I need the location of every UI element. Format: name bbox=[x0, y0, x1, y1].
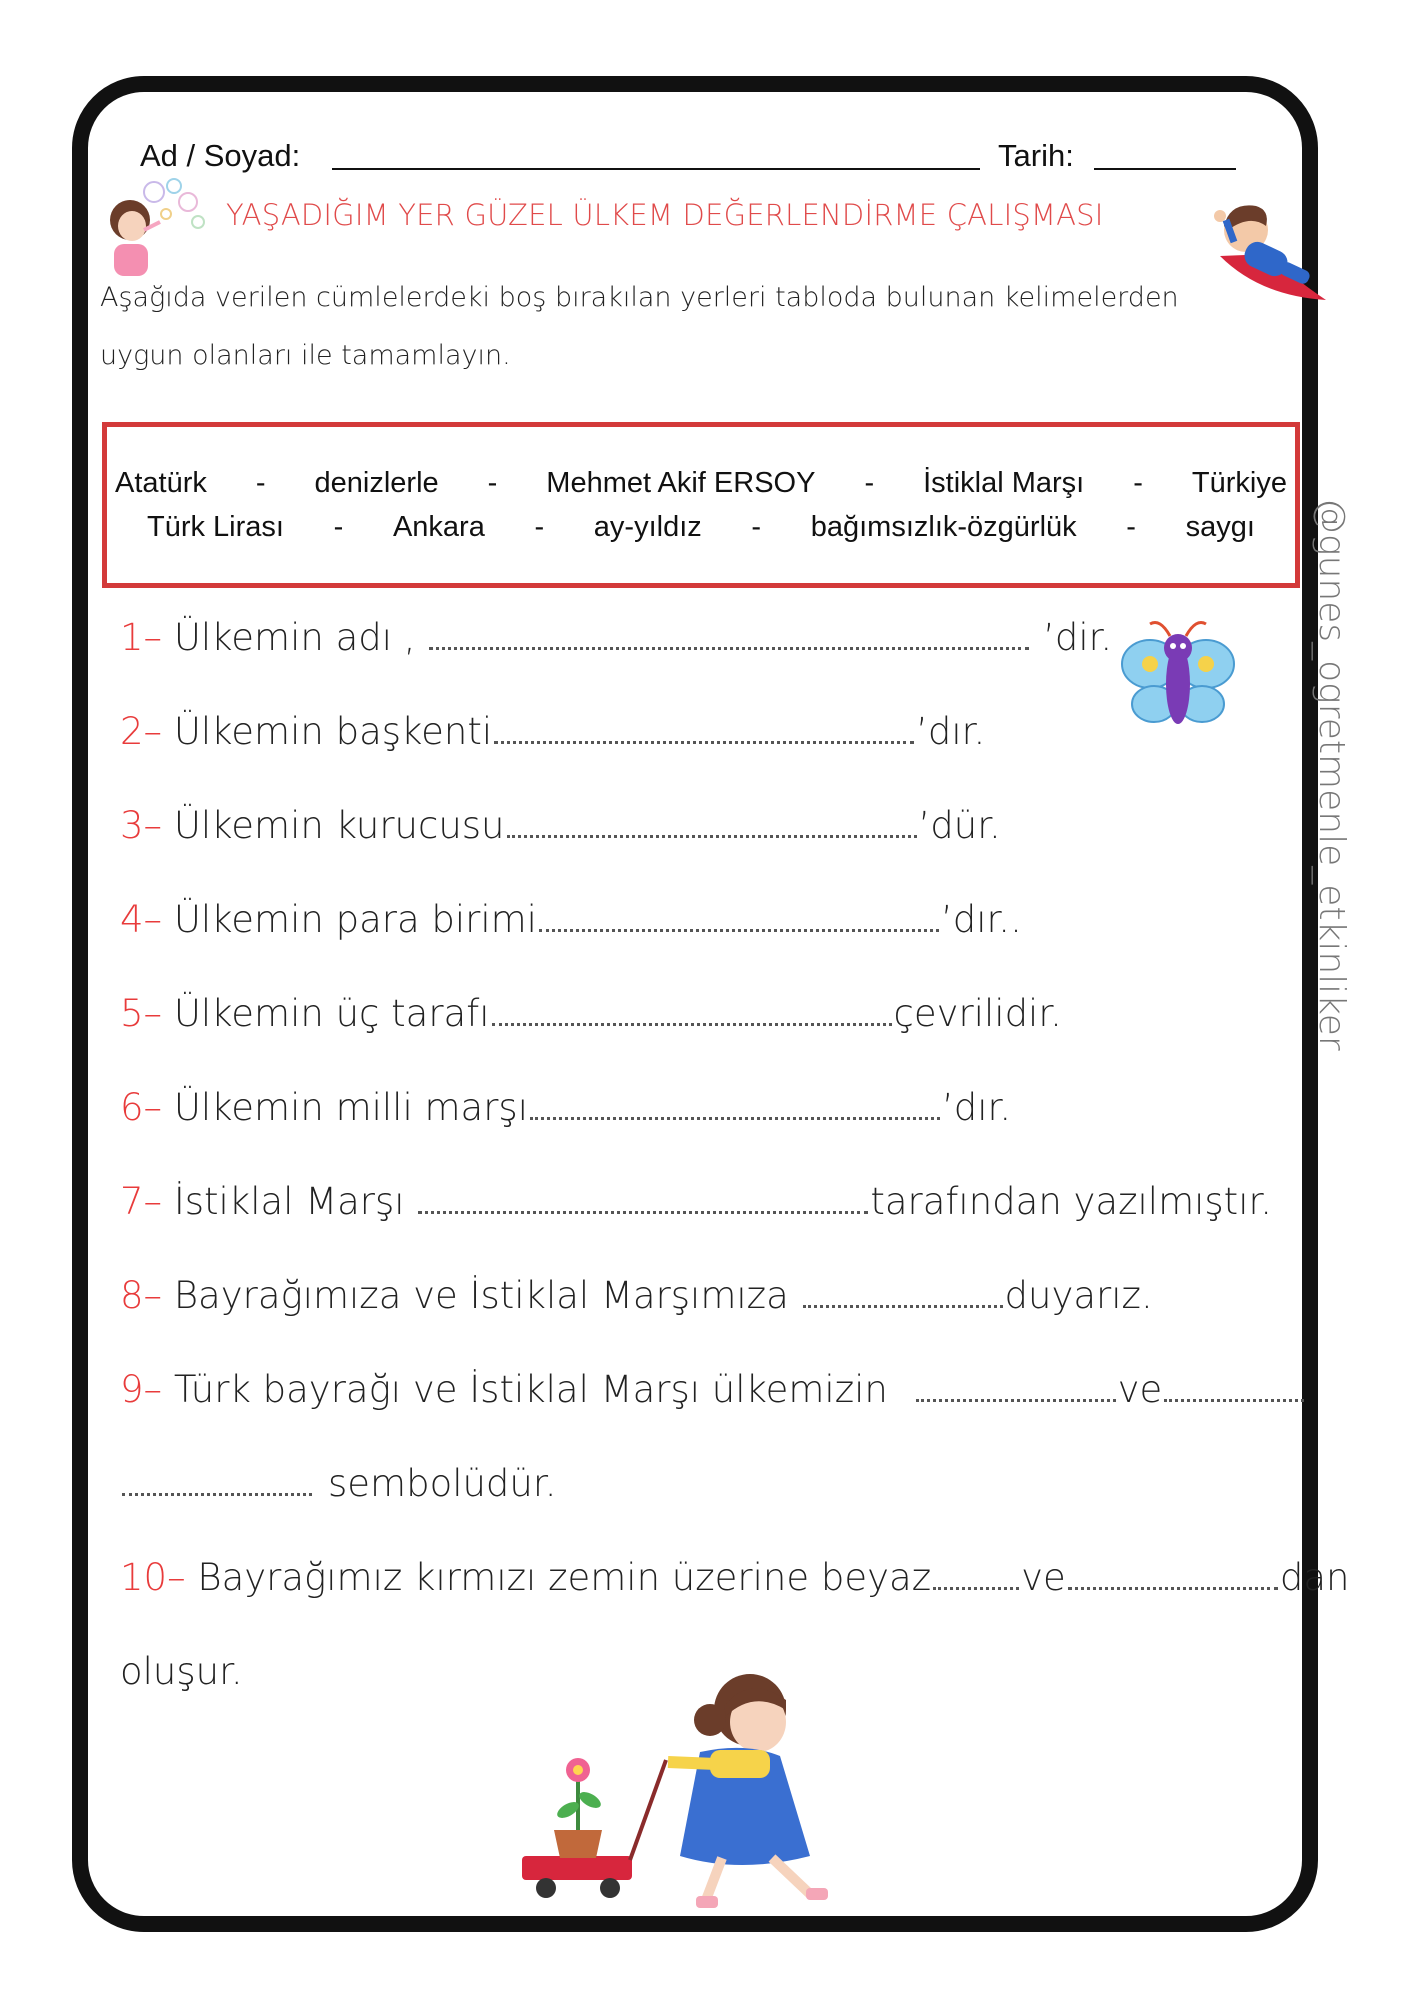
question-suffix: ’dır. bbox=[916, 710, 986, 753]
answer-blank[interactable] bbox=[494, 737, 914, 744]
word-item: bağımsızlık-özgürlük bbox=[810, 511, 1077, 543]
answer-blank[interactable] bbox=[1164, 1395, 1304, 1402]
word-separator: - bbox=[333, 511, 344, 543]
header-row bbox=[140, 132, 1280, 172]
answer-blank[interactable] bbox=[507, 831, 917, 838]
question-number: 7– bbox=[120, 1180, 163, 1223]
question-3 bbox=[120, 804, 1001, 847]
question-2 bbox=[120, 710, 985, 753]
question-text: İstiklal Marşı bbox=[173, 1180, 405, 1223]
instruction-line-2: uygun olanları ile tamamlayın. bbox=[100, 340, 511, 371]
word-item: ay-yıldız bbox=[593, 511, 702, 543]
question-10 bbox=[120, 1556, 1349, 1599]
name-field[interactable] bbox=[332, 168, 980, 170]
question-number: 9– bbox=[120, 1368, 163, 1411]
question-suffix: oluşur. bbox=[120, 1650, 243, 1693]
question-suffix: duyarız. bbox=[1004, 1274, 1153, 1317]
word-separator: - bbox=[487, 467, 498, 499]
answer-blank[interactable] bbox=[803, 1301, 1003, 1308]
question-9 bbox=[120, 1368, 1306, 1411]
butterfly-illustration bbox=[1120, 618, 1236, 738]
word-separator: - bbox=[864, 467, 875, 499]
answer-blank[interactable] bbox=[1068, 1583, 1278, 1590]
question-number: 6– bbox=[120, 1086, 163, 1129]
answer-blank[interactable] bbox=[933, 1583, 1019, 1590]
question-number: 2– bbox=[120, 710, 163, 753]
answer-blank[interactable] bbox=[122, 1489, 312, 1496]
answer-blank[interactable] bbox=[492, 1019, 892, 1026]
question-number: 4– bbox=[120, 898, 163, 941]
question-text: Ülkemin para birimi bbox=[173, 898, 537, 941]
word-item: İstiklal Marşı bbox=[923, 467, 1085, 499]
word-bank-row-2 bbox=[147, 511, 1255, 544]
question-1 bbox=[120, 616, 1112, 659]
answer-blank[interactable] bbox=[418, 1207, 868, 1214]
instruction-line-1: Aşağıda verilen cümlelerdeki boş bırakılan yerleri tabloda bulunan kelimelerden bbox=[100, 282, 1179, 313]
word-separator: - bbox=[1126, 511, 1136, 543]
worksheet-title: YAŞADIĞIM YER GÜZEL ÜLKEM DEĞERLENDİRME ÇALIŞMASI bbox=[226, 198, 1104, 232]
question-suffix: ’dür. bbox=[918, 804, 1001, 847]
answer-blank[interactable] bbox=[916, 1395, 1116, 1402]
question-connector: ve bbox=[1021, 1556, 1066, 1599]
word-item: Atatürk bbox=[115, 467, 207, 499]
answer-blank[interactable] bbox=[539, 925, 939, 932]
word-item: Ankara bbox=[392, 511, 485, 543]
question-6 bbox=[120, 1086, 1011, 1129]
question-suffix: çevrilidir. bbox=[893, 992, 1062, 1035]
word-item: denizlerle bbox=[314, 467, 439, 499]
question-number: 1– bbox=[120, 616, 163, 659]
answer-blank[interactable] bbox=[429, 643, 1029, 650]
question-4 bbox=[120, 898, 1022, 941]
question-number: 5– bbox=[120, 992, 163, 1035]
word-item: Türkiye bbox=[1191, 467, 1287, 499]
word-item: saygı bbox=[1185, 511, 1255, 543]
question-text: Ülkemin kurucusu bbox=[173, 804, 505, 847]
girl-wagon-illustration bbox=[510, 1660, 870, 1920]
watermark-handle: @gunes_ogretmenle_etkinliker bbox=[1311, 498, 1352, 1051]
word-separator: - bbox=[1133, 467, 1143, 499]
question-7 bbox=[120, 1180, 1272, 1223]
word-item: Türk Lirası bbox=[147, 511, 284, 543]
question-suffix: ’dır.. bbox=[940, 898, 1022, 941]
question-suffix: dan bbox=[1279, 1556, 1350, 1599]
answer-blank[interactable] bbox=[530, 1113, 940, 1120]
question-9-continued bbox=[120, 1462, 556, 1505]
word-separator: - bbox=[255, 467, 266, 499]
date-field[interactable] bbox=[1094, 168, 1236, 170]
question-suffix: ’dır. bbox=[942, 1086, 1012, 1129]
question-text: Bayrağımıza ve İstiklal Marşımıza bbox=[173, 1274, 789, 1317]
word-bank-box bbox=[102, 422, 1300, 588]
question-suffix: ’dir. bbox=[1043, 616, 1113, 659]
question-text: Ülkemin başkenti bbox=[173, 710, 493, 753]
question-text: Bayrağımız kırmızı zemin üzerine beyaz bbox=[197, 1556, 932, 1599]
word-item: Mehmet Akif ERSOY bbox=[546, 467, 816, 499]
question-number: 10– bbox=[120, 1556, 186, 1599]
question-text: Ülkemin adı , bbox=[173, 616, 416, 659]
word-separator: - bbox=[751, 511, 762, 543]
question-suffix: sembolüdür. bbox=[328, 1462, 557, 1505]
question-connector: ve bbox=[1117, 1368, 1163, 1411]
question-number: 8– bbox=[120, 1274, 163, 1317]
question-10-continued bbox=[120, 1650, 243, 1693]
word-separator: - bbox=[534, 511, 545, 543]
word-bank-row-1 bbox=[115, 467, 1287, 500]
question-text: Türk bayrağı ve İstiklal Marşı ülkemizin bbox=[173, 1368, 888, 1411]
question-suffix: tarafından yazılmıştır. bbox=[870, 1180, 1273, 1223]
question-text: Ülkemin üç tarafı bbox=[173, 992, 490, 1035]
date-label: Tarih: bbox=[998, 138, 1074, 173]
question-number: 3– bbox=[120, 804, 163, 847]
question-8 bbox=[120, 1274, 1153, 1317]
girl-bubbles-illustration bbox=[96, 174, 216, 278]
question-5 bbox=[120, 992, 1062, 1035]
name-label: Ad / Soyad: bbox=[140, 138, 301, 173]
question-text: Ülkemin milli marşı bbox=[173, 1086, 528, 1129]
